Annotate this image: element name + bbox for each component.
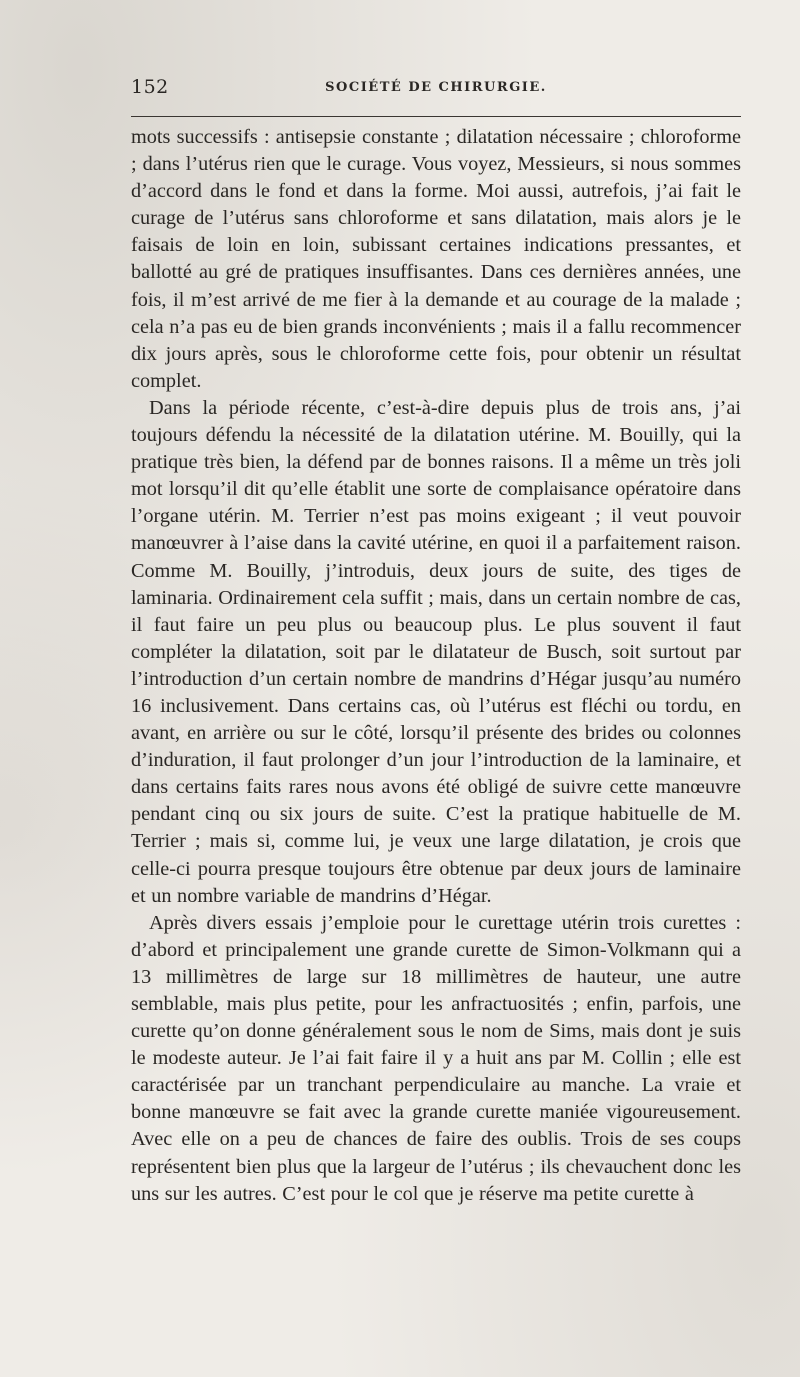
page-header — [131, 76, 741, 104]
paragraph: Dans la période récente, c’est-à-dire depuis plus de trois ans, j’ai toujours défendu la nécessité de la dilatation utérine. M. Bouilly, qui la pratique très bien, la défend par de bonnes raisons. Il a même un très joli mot lorsqu’il dit qu’elle établit une sorte de complaisance opératoire dans l’organe utérin. M. Terrier n’est pas moins exigeant ; il veut pouvoir manœuvrer à l’aise dans la cavité utérine, en quoi il a parfaitement raison. Comme M. Bouilly, j’introduis, deux jours de suite, des tiges de laminaria. Ordinairement cela suffit ; mais, dans un certain nombre de cas, il faut faire un peu plus ou beaucoup plus. Le plus souvent il faut compléter la dilatation, soit par le dilatateur de Busch, soit surtout par l’introduction d’un certain nombre de mandrins d’Hégar jusqu’au numéro 16 inclusivement. Dans certains cas, où l’utérus est fléchi ou tordu, en avant, en arrière ou sur le côté, lorsqu’il présente des brides ou colonnes d’induration, il faut prolonger d’un jour l’introduction de la laminaire, et dans certains faits rares nous avons été obligé de suivre cette manœuvre pendant cinq ou six jours de suite. C’est la pratique habituelle de M. Terrier ; mais si, comme lui, je veux une large dilatation, je crois que celle-ci pourra presque toujours être obtenue par deux jours de laminaire et un nombre variable de mandrins d’Hégar. — [131, 396, 741, 907]
running-head: SOCIÉTÉ DE CHIRURGIE. — [325, 80, 547, 95]
paragraph: mots successifs : antisepsie constante ; dilatation nécessaire ; chloroforme ; dans l’utérus rien que le curage. Vous voyez, Messieurs, si nous sommes d’accord dans le fond et dans la forme. Moi aussi, autrefois, j’ai fait le curage de l’utérus sans chloroforme et sans dilatation, mais alors je le faisais de loin en loin, subissant certaines indications pressantes, et ballotté au gré de pratiques insuffisantes. Dans ces dernières années, une fois, il m’est arrivé de me fier à la demande et au courage de la malade ; cela n’a pas eu de bien grands inconvénients ; mais il a fallu recommencer dix jours après, sous le chloroforme cette fois, pour obtenir un résultat complet. — [131, 126, 741, 392]
page-number: 152 — [131, 76, 169, 98]
header-rule — [131, 116, 741, 117]
paragraph: Après divers essais j’emploie pour le curettage utérin trois curettes : d’abord et principalement une grande curette de Simon-Volkmann qui a 13 millimètres de large sur 18 millimètres de hauteur, une autre semblable, mais plus petite, pour les anfractuosités ; enfin, parfois, une curette qu’on donne généralement sous le nom de Sims, mais dont je suis le modeste auteur. Je l’ai fait faire il y a huit ans par M. Collin ; elle est caractérisée par un tranchant perpendiculaire au manche. La vraie et bonne manœuvre se fait avec la grande curette maniée vigoureusement. Avec elle on a peu de chances de faire des oublis. Trois de ses coups représentent bien plus que la largeur de l’utérus ; ils chevauchent donc les uns sur les autres. C’est pour le col que je réserve ma petite curette à — [131, 911, 741, 1205]
body-text — [131, 124, 741, 1208]
